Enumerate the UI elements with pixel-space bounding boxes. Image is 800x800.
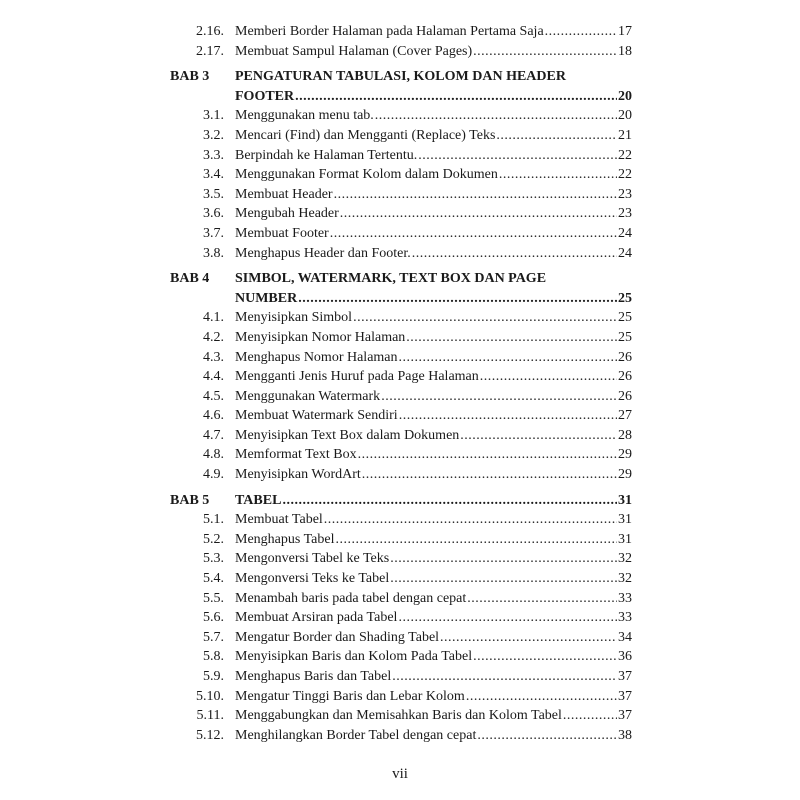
toc-entry-title: Mengatur Border dan Shading Tabel <box>235 629 440 645</box>
dot-leader <box>480 367 617 387</box>
toc-entry-row <box>0 726 800 746</box>
toc-entry-title: Membuat Arsiran pada Tabel <box>235 610 398 626</box>
toc-entry-title: Membuat Watermark Sendiri <box>235 408 398 424</box>
toc-entry-title: Menggunakan menu tab. <box>235 108 374 124</box>
toc-entry-title: Mengonversi Teks ke Tabel <box>235 571 390 587</box>
toc-entry-number: 4.5. <box>203 388 224 404</box>
toc-entry-title: TABEL <box>235 492 282 508</box>
toc-entry-title: Menyisipkan WordArt <box>235 467 361 483</box>
toc-entry <box>235 244 632 264</box>
toc-entry-row <box>0 308 800 328</box>
toc-entry-number: 3.7. <box>203 225 224 241</box>
toc-entry-number: 3.8. <box>203 245 224 261</box>
dot-leader <box>460 426 617 446</box>
toc-entry-title: Menghapus Header dan Footer. <box>235 245 411 261</box>
toc-entry <box>235 146 632 166</box>
toc-entry-title: Menyisipkan Nomor Halaman <box>235 329 406 345</box>
toc-entry <box>235 667 632 687</box>
toc-entry-row <box>0 42 800 62</box>
dot-leader <box>324 510 617 530</box>
toc-entry-row <box>0 445 800 465</box>
dot-leader <box>399 348 617 368</box>
toc-entry-row <box>0 165 800 185</box>
dot-leader <box>499 165 617 185</box>
toc-chapter-row <box>0 269 800 289</box>
toc-entry-page: 33 <box>618 610 632 626</box>
toc-entry-row <box>0 146 800 166</box>
toc-entry-row <box>0 549 800 569</box>
toc-entry-row <box>0 126 800 146</box>
toc-entry-row <box>0 589 800 609</box>
toc-entry-page: 24 <box>618 245 632 261</box>
toc-entry-page: 17 <box>618 24 632 39</box>
toc-entry <box>235 328 632 348</box>
toc-entry-row <box>0 387 800 407</box>
toc-entry-number: 4.3. <box>203 349 224 365</box>
toc-entry <box>235 348 632 368</box>
toc-entry-title: Mencari (Find) dan Mengganti (Replace) Teks <box>235 127 496 143</box>
toc-entry-title: Memberi Border Halaman pada Halaman Pertama Saja <box>235 24 544 39</box>
toc-entry <box>235 491 632 511</box>
toc-entry-number: 3.4. <box>203 167 224 183</box>
toc-entry-row <box>0 406 800 426</box>
toc-entry-row <box>0 106 800 126</box>
toc-entry-title: PENGATURAN TABULASI, KOLOM DAN HEADER <box>235 69 566 85</box>
toc-entry-title: Memformat Text Box <box>235 447 357 463</box>
toc-entry-title: Menyisipkan Simbol <box>235 310 353 326</box>
dot-leader <box>295 87 617 107</box>
toc-entry-row <box>0 22 800 42</box>
toc-chapter-row <box>0 67 800 87</box>
toc-entry-row <box>0 185 800 205</box>
toc-entry-row <box>0 569 800 589</box>
toc-entry-title: Membuat Sampul Halaman (Cover Pages) <box>235 43 473 59</box>
dot-leader <box>418 146 617 166</box>
toc-entry <box>235 126 632 146</box>
toc-entry-page: 26 <box>618 388 632 404</box>
toc-entry-number: 3.5. <box>203 186 224 202</box>
toc-entry-number: 3.6. <box>203 206 224 222</box>
dot-leader <box>390 569 617 589</box>
toc-entry-page: 27 <box>618 408 632 424</box>
toc-entry-number: 5.5. <box>203 590 224 606</box>
toc-entry-page: 20 <box>618 88 632 104</box>
toc-entry-page: 24 <box>618 225 632 241</box>
toc-entry-number: 4.7. <box>203 427 224 443</box>
toc-entry-page: 20 <box>618 108 632 124</box>
toc-entry-number: 2.17. <box>196 43 224 59</box>
toc-entry-row <box>0 465 800 485</box>
toc-entry-number: 5.11. <box>196 708 224 724</box>
toc-entry-page: 33 <box>618 590 632 606</box>
toc-entry-page: 21 <box>618 127 632 143</box>
toc-entry-row <box>0 706 800 726</box>
toc-entry-page: 22 <box>618 147 632 163</box>
toc-entry-number: 5.1. <box>203 512 224 528</box>
toc-entry-page: 25 <box>618 329 632 345</box>
toc-entry <box>235 42 632 62</box>
toc-entry-page: 28 <box>618 427 632 443</box>
dot-leader <box>412 244 617 264</box>
toc-entry-number: 3.1. <box>203 108 224 124</box>
toc-entry <box>235 465 632 485</box>
toc-entry-title: Menggunakan Watermark <box>235 388 381 404</box>
dot-leader <box>399 406 617 426</box>
toc-entry-title: Mengubah Header <box>235 206 339 222</box>
dot-leader <box>473 42 617 62</box>
toc-entry <box>235 726 632 746</box>
toc-entry-page: 31 <box>618 492 632 508</box>
dot-leader <box>362 465 617 485</box>
toc-entry-title: Membuat Tabel <box>235 512 323 528</box>
toc-entry <box>235 608 632 628</box>
toc-entry-number: BAB 5 <box>170 492 210 508</box>
toc-entry-page: 31 <box>618 512 632 528</box>
dot-leader <box>440 628 617 648</box>
toc-entry <box>235 387 632 407</box>
dot-leader <box>398 608 617 628</box>
toc-entry-row <box>0 289 800 309</box>
dot-leader <box>467 589 617 609</box>
toc-entry-page: 22 <box>618 167 632 183</box>
toc-entry <box>235 687 632 707</box>
dot-leader <box>477 726 617 746</box>
toc-entry-number: 4.4. <box>203 369 224 385</box>
toc-entry <box>235 224 632 244</box>
toc-entry-row <box>0 687 800 707</box>
dot-leader <box>334 185 617 205</box>
dot-leader <box>390 549 617 569</box>
toc-entry-page: 23 <box>618 206 632 222</box>
toc-entry-number: 5.12. <box>196 727 224 743</box>
toc-entry <box>235 549 632 569</box>
toc-entry-page: 38 <box>618 727 632 743</box>
toc-entry-page: 26 <box>618 369 632 385</box>
dot-leader <box>282 491 617 511</box>
toc-entry <box>235 569 632 589</box>
toc-entry-row <box>0 510 800 530</box>
toc-entry-number: 4.1. <box>203 310 224 326</box>
page-number: vii <box>392 766 408 782</box>
toc-entry <box>235 628 632 648</box>
toc-entry <box>235 67 632 87</box>
toc-entry-page: 29 <box>618 447 632 463</box>
toc-entry-title: Membuat Footer <box>235 225 329 241</box>
toc-entry-number: 5.7. <box>203 629 224 645</box>
dot-leader <box>353 308 617 328</box>
toc-entry <box>235 269 632 289</box>
toc-entry-row <box>0 667 800 687</box>
toc-entry-number: 3.2. <box>203 127 224 143</box>
toc-entry-number: 4.2. <box>203 329 224 345</box>
dot-leader <box>375 106 617 126</box>
toc-entry <box>235 204 632 224</box>
dot-leader <box>563 706 617 726</box>
toc-entry-page: 37 <box>618 708 632 724</box>
toc-entry-page: 23 <box>618 186 632 202</box>
dot-leader <box>335 530 617 550</box>
dot-leader <box>466 687 617 707</box>
toc-entry-number: 4.8. <box>203 447 224 463</box>
toc-entry-row <box>0 628 800 648</box>
toc-entry-row <box>0 87 800 107</box>
toc-entry-title: Menggabungkan dan Memisahkan Baris dan Kolom Tabel <box>235 708 562 724</box>
toc-entry-title: Berpindah ke Halaman Tertentu. <box>235 147 418 163</box>
toc-entry-row <box>0 367 800 387</box>
toc-entry-title: NUMBER <box>235 290 298 306</box>
toc-entry <box>235 106 632 126</box>
dot-leader <box>392 667 617 687</box>
toc-entry-title: Mengonversi Tabel ke Teks <box>235 551 390 567</box>
dot-leader <box>406 328 617 348</box>
toc-entry <box>235 589 632 609</box>
toc-entry-page: 32 <box>618 571 632 587</box>
toc-entry <box>235 185 632 205</box>
toc-entry-row <box>0 244 800 264</box>
toc-entry-row <box>0 224 800 244</box>
toc-entry-number: 5.8. <box>203 649 224 665</box>
toc-entry <box>235 367 632 387</box>
toc-entry-title: Menghapus Tabel <box>235 531 335 547</box>
toc-entry-row <box>0 608 800 628</box>
toc-entry-row <box>0 348 800 368</box>
toc-chapter-row <box>0 491 800 511</box>
dot-leader <box>330 224 617 244</box>
toc-entry-number: 5.4. <box>203 571 224 587</box>
toc-entry-title: Menambah baris pada tabel dengan cepat <box>235 590 467 606</box>
toc-entry-page: 29 <box>618 467 632 483</box>
toc-entry-title: Menyisipkan Text Box dalam Dokumen <box>235 427 460 443</box>
toc-entry-page: 36 <box>618 649 632 665</box>
toc-entry-row <box>0 647 800 667</box>
toc-entry-title: Menghapus Baris dan Tabel <box>235 669 392 684</box>
toc-entry <box>235 289 632 309</box>
toc-entry <box>235 647 632 667</box>
toc-entry-page: 25 <box>618 310 632 326</box>
toc-entry-page: 26 <box>618 349 632 365</box>
toc-entry-page: 37 <box>618 669 632 684</box>
toc-entry-title: Menghilangkan Border Tabel dengan cepat <box>235 727 477 743</box>
toc-entry-number: 5.10. <box>196 688 224 704</box>
toc-entry-number: 3.3. <box>203 147 224 163</box>
dot-leader <box>473 647 617 667</box>
toc-entry <box>235 706 632 726</box>
toc-entry <box>235 445 632 465</box>
dot-leader <box>496 126 617 146</box>
dot-leader <box>358 445 617 465</box>
toc-entry <box>235 22 632 42</box>
toc-entry-number: 5.3. <box>203 551 224 567</box>
dot-leader <box>340 204 617 224</box>
toc-entry-row <box>0 426 800 446</box>
toc-entry-number: 5.9. <box>203 669 224 684</box>
toc-entry-row <box>0 530 800 550</box>
toc-entry-title: Menggunakan Format Kolom dalam Dokumen <box>235 167 498 183</box>
toc-entry <box>235 87 632 107</box>
toc-entry-number: 2.16. <box>196 24 224 39</box>
table-of-contents <box>0 22 800 745</box>
toc-entry-number: 4.6. <box>203 408 224 424</box>
toc-entry-number: BAB 3 <box>170 69 210 85</box>
toc-entry <box>235 308 632 328</box>
toc-entry-title: Menyisipkan Baris dan Kolom Pada Tabel <box>235 649 473 665</box>
dot-leader <box>298 289 617 309</box>
dot-leader <box>545 22 617 42</box>
toc-entry-number: 4.9. <box>203 467 224 483</box>
toc-entry-page: 37 <box>618 688 632 704</box>
toc-entry-page: 18 <box>618 43 632 59</box>
toc-entry-page: 31 <box>618 531 632 547</box>
toc-entry-number: BAB 4 <box>170 271 210 287</box>
toc-entry-page: 34 <box>618 629 632 645</box>
toc-entry <box>235 510 632 530</box>
toc-entry-title: Mengganti Jenis Huruf pada Page Halaman <box>235 369 479 385</box>
toc-entry <box>235 165 632 185</box>
toc-entry <box>235 530 632 550</box>
toc-entry-number: 5.2. <box>203 531 224 547</box>
toc-entry-title: Mengatur Tinggi Baris dan Lebar Kolom <box>235 688 465 704</box>
toc-entry-row <box>0 204 800 224</box>
toc-entry-page: 32 <box>618 551 632 567</box>
dot-leader <box>381 387 617 407</box>
toc-entry-title: FOOTER <box>235 88 295 104</box>
toc-entry <box>235 406 632 426</box>
toc-entry-row <box>0 328 800 348</box>
toc-entry-page: 25 <box>618 290 632 306</box>
toc-entry-title: Menghapus Nomor Halaman <box>235 349 398 365</box>
toc-entry-number: 5.6. <box>203 610 224 626</box>
toc-entry-title: Membuat Header <box>235 186 333 202</box>
toc-entry <box>235 426 632 446</box>
toc-entry-title: SIMBOL, WATERMARK, TEXT BOX DAN PAGE <box>235 271 547 287</box>
